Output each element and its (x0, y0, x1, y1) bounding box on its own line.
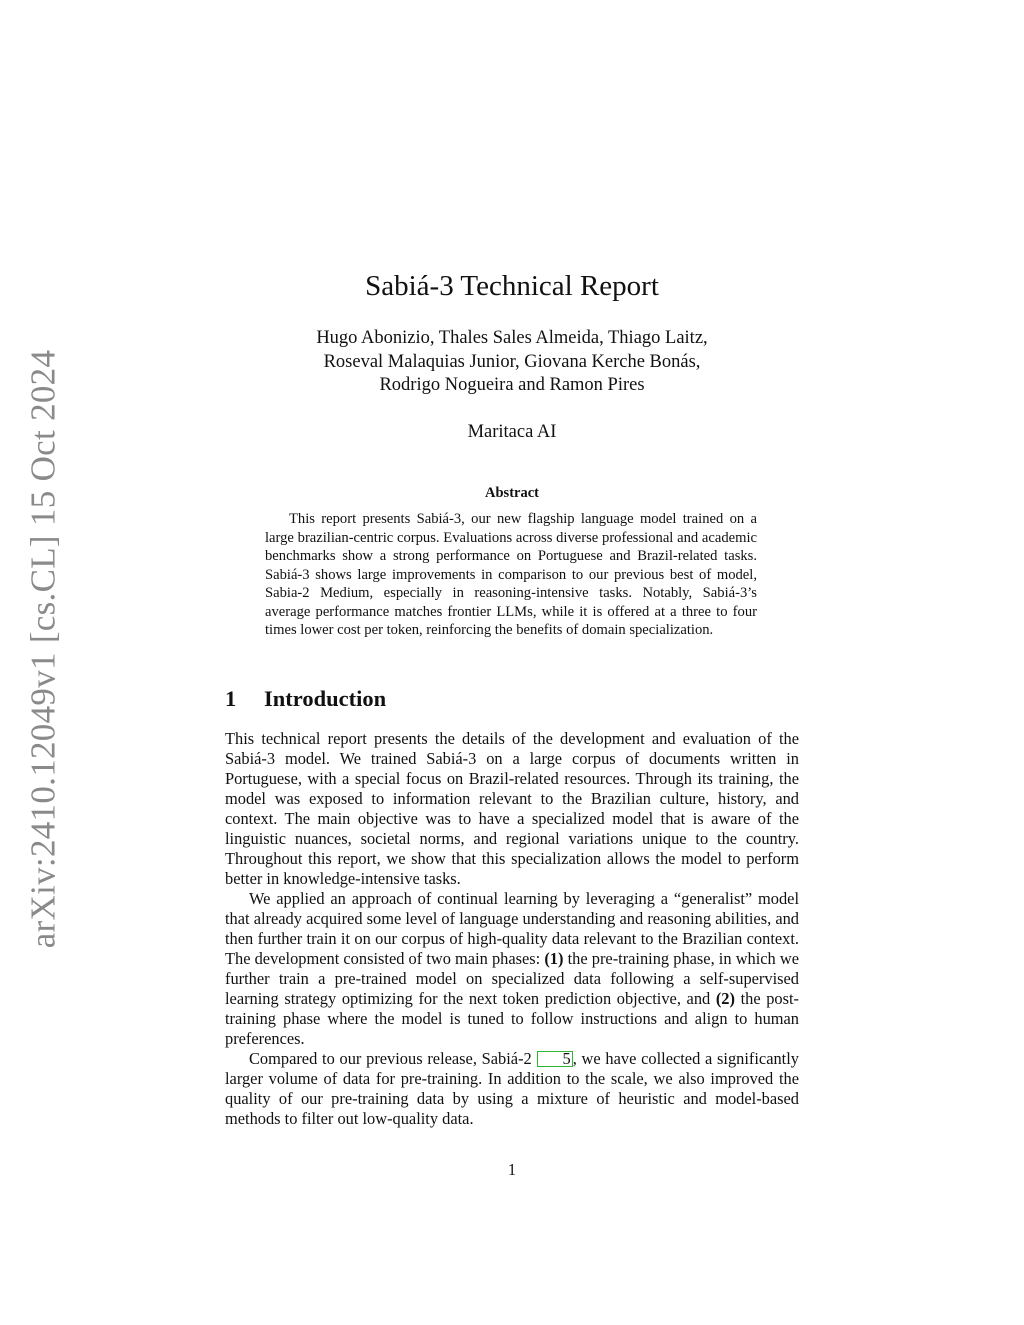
paragraph: This technical report presents the details of the development and evaluation of the Sabiá-3 model. We trained Sabiá-3 on a large corpus of documents written in Portuguese, with a special focus on Brazil-related resources. Through its training, the model was exposed to information relevant to the Brazilian culture, history, and context. The main objective was to have a specialized model that is aware of the linguistic nuances, societal norms, and regional variations unique to the country. Throughout this report, we show that this specialization allows the model to perform better in knowledge-intensive tasks. (225, 729, 799, 888)
arxiv-identifier: arXiv:2410.12049v1 [cs.CL] 15 Oct 2024 (23, 349, 63, 949)
paragraph-text: , we have collected a significantly larger volume of data for pre-training. In addition to the scale, we also improved the quality of our pre-training data by using a mixture of heuristic and model-based methods to filter out low-quality data. (225, 1049, 799, 1128)
abstract-text: This report presents Sabiá-3, our new flagship language model trained on a large brazilian-centric corpus. Evaluations across diverse professional and academic benchmarks show a strong performance on Portuguese and Brazil-related tasks. Sabiá-3 shows large improvements in comparison to our previous best of model, Sabia-2 Medium, especially in reasoning-intensive tasks. Notably, Sabiá-3’s average performance matches frontier LLMs, while it is offered at a three to four times lower cost per token, reinforcing the benefits of domain specialization. (265, 511, 757, 638)
paragraph-text: Compared to our previous release, Sabiá-2 (249, 1049, 537, 1068)
citation-number[interactable]: 5 (562, 1049, 571, 1068)
arxiv-stamp (23, 349, 63, 949)
section-heading (225, 684, 386, 714)
author-line: Hugo Abonizio, Thales Sales Almeida, Thiago Laitz, (316, 328, 708, 348)
paragraph-text: We applied an approach of continual learning by leveraging a “generalist” model that already acquired some level of language understanding and reasoning abilities, and then further train it on our corpus of high-quality data relevant to the Brazilian context. The development consisted of two main phases: (225, 889, 799, 968)
paragraph (225, 1049, 799, 1129)
paragraph (225, 889, 799, 1049)
abstract-heading: Abstract (485, 485, 539, 501)
author-line: Rodrigo Nogueira and Ramon Pires (379, 375, 645, 395)
phase-marker: (1) (544, 949, 564, 968)
affiliation: Maritaca AI (467, 422, 557, 442)
author-line: Roseval Malaquias Junior, Giovana Kerche Bonás, (323, 351, 701, 372)
citation-link[interactable] (537, 1051, 573, 1067)
section-body (225, 729, 799, 1129)
paragraph-text: the pre-training phase, in which we further train a pre-trained model on specialized data following a self-supervised learning strategy optimizing for the next token prediction objective, and (225, 949, 799, 1008)
paper-title: Sabiá-3 Technical Report (365, 270, 659, 302)
section-number: 1 (225, 686, 237, 711)
phase-marker: (2) (715, 989, 735, 1008)
author-list (0, 327, 1024, 398)
section-title: Introduction (264, 686, 387, 711)
paragraph-text: the post-training phase where the model is tuned to follow instructions and align to human preferences. (225, 989, 799, 1048)
page-number: 1 (507, 1160, 517, 1179)
